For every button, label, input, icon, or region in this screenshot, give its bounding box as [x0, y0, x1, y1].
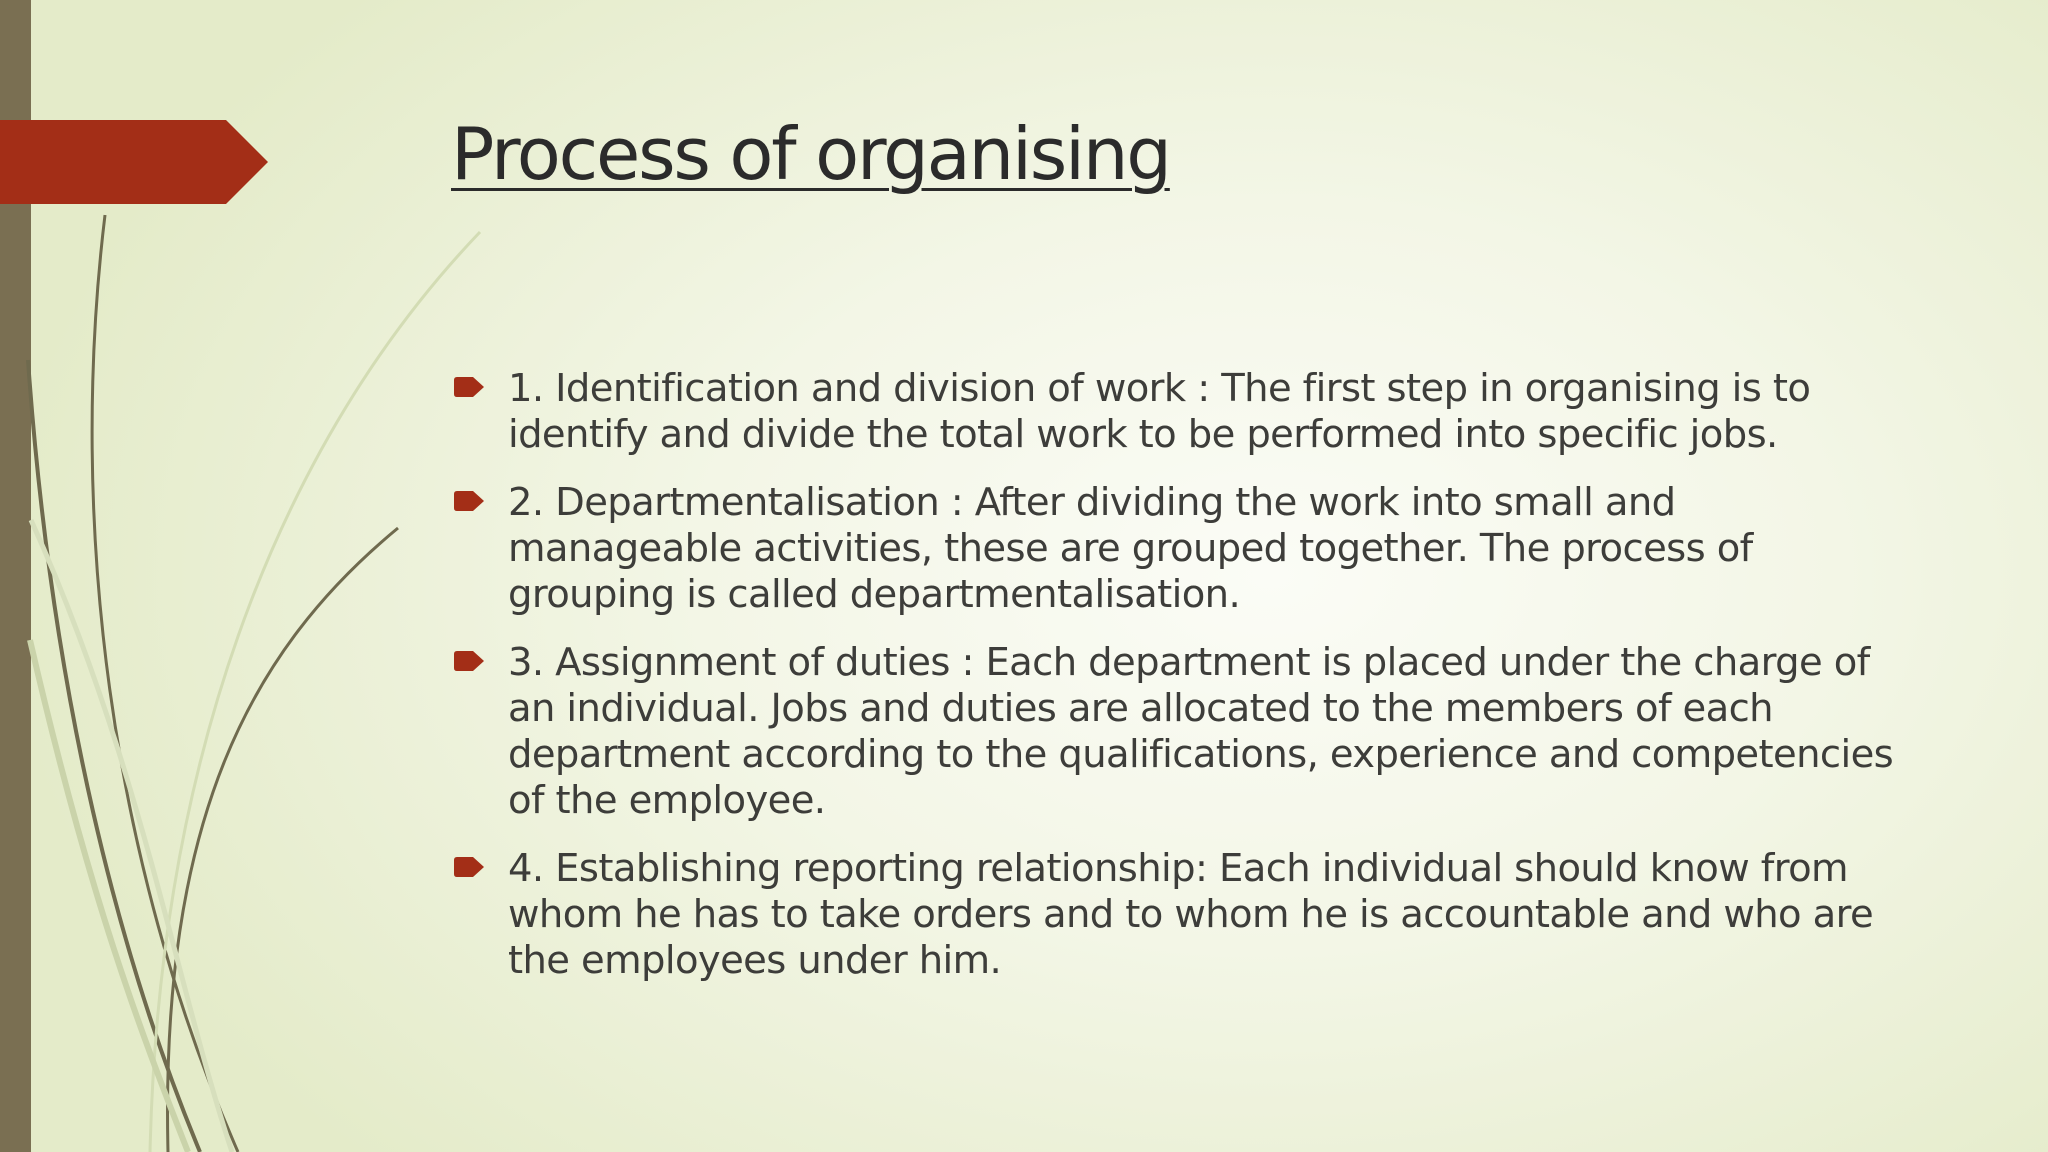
bullet-text: 4. Establishing reporting relationship: Each individual should know from whom he has to take orders and to whom he is accountable and who are the employees under him. [508, 846, 1874, 983]
bullet-text: 1. Identification and division of work : The first step in organising is to identify and divide the total work to be performed into specific jobs. [508, 366, 1811, 457]
title-arrow-banner [0, 120, 268, 204]
bullet-text: 2. Departmentalisation : After dividing the work into small and manageable activities, these are grouped together. The process of grouping is called departmentalisation. [508, 480, 1753, 617]
arrow-bullet-icon [454, 377, 484, 397]
arrow-bullet-icon [454, 651, 484, 671]
bullet-item [450, 846, 1910, 984]
arrow-bullet-icon [454, 491, 484, 511]
bullet-item [450, 480, 1910, 618]
slide-title: Process of organising [451, 112, 1170, 196]
bullet-list [450, 366, 1910, 1006]
bullet-item [450, 640, 1910, 824]
bullet-text: 3. Assignment of duties : Each department is placed under the charge of an individual. Jobs and duties are allocated to the members of each department according to the qualifications, experience and competencies of the employee. [508, 640, 1894, 823]
arrow-bullet-icon [454, 857, 484, 877]
bullet-item [450, 366, 1910, 458]
